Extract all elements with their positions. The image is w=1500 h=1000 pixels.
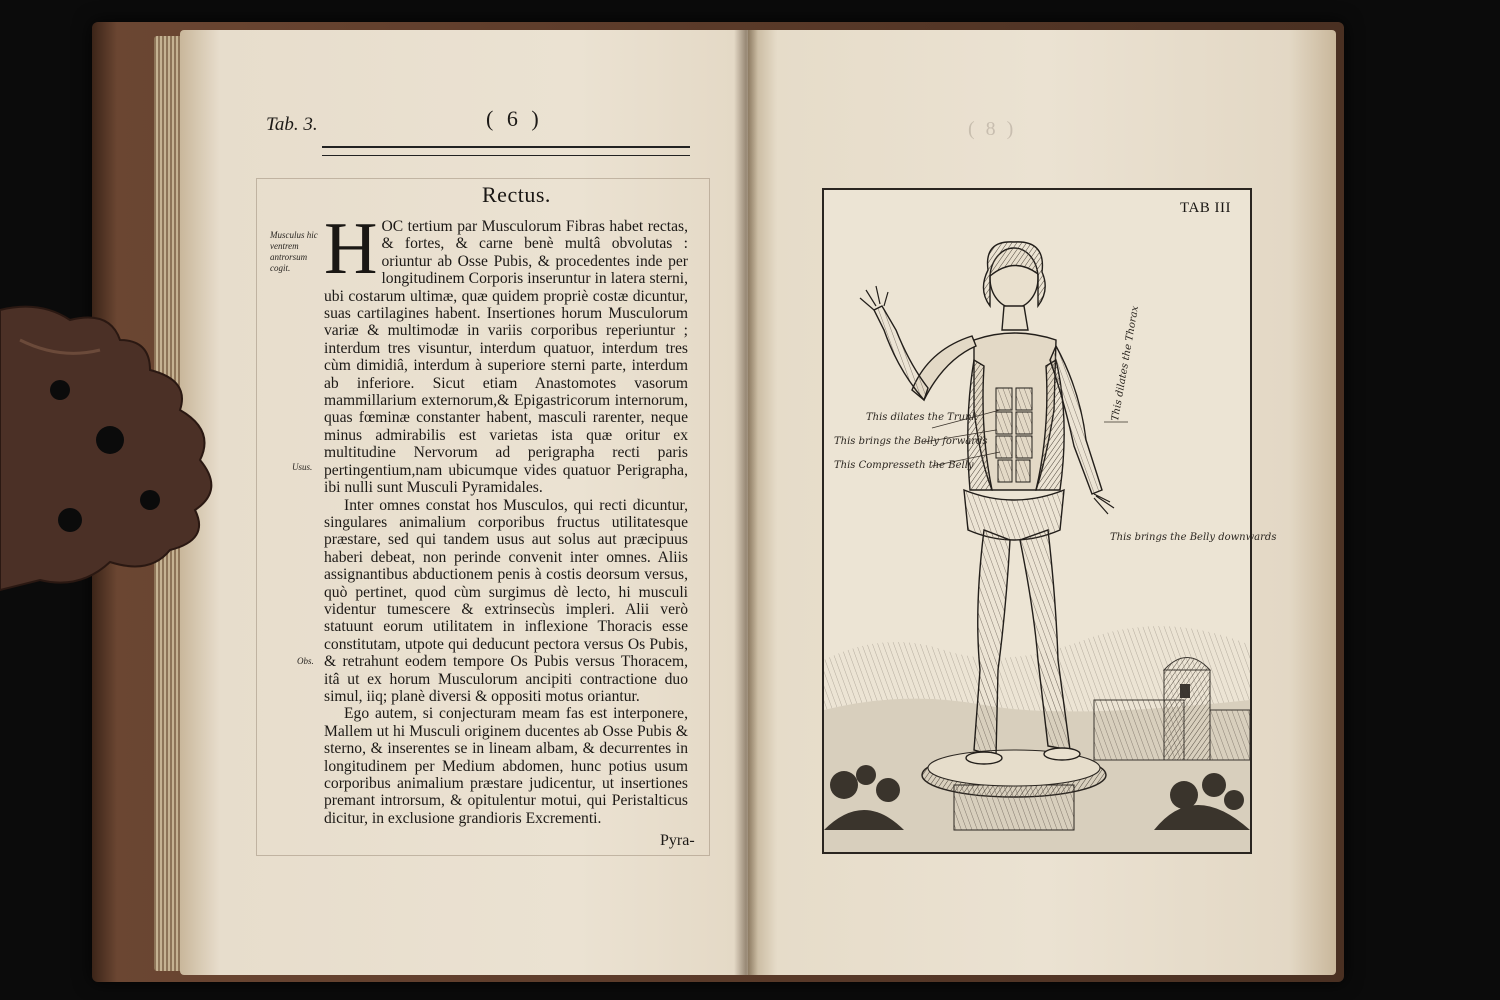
anatomical-plate (822, 188, 1252, 854)
ghost-folio: ( 8 ) (968, 118, 1017, 140)
annotation-belly-downwards: This brings the Belly downwards (1110, 532, 1277, 543)
paragraph-1-text: OC tertium par Musculorum Fibras habet rectas, & fortes, & carne benè multâ obvolutas : oriuntur ab Osse Pubis, & procedentes inde per longitudinem Corporis inseruntur in latera sterni, ubi costarum ultimæ, quæ quidem propriè costæ dicuntur, suas cartilagines habent. Insertiones horum Musculorum variæ & multimodæ in variis corporibus reperiuntur ; interdum tres visuntur, interdum quatuor, interdum tres cùm dimidiâ, interdum à superiore sterni parte, interdum ab inferiore. Sicut etiam Anastomotes vasorum mammillarium externorum,& Epigastricorum internorum, quas fœminæ constanter habent, masculi rarenter, neque minus admirabilis est varietas ista quæ oritur ex multitudine Nervorum ad perigrapha recti paris pertingentium,nam ubicumque vides quatuor Perigrapha, ibi nulli sunt Musculi Pyramidales. (324, 218, 688, 497)
tab-label: Tab. 3. (266, 114, 318, 135)
annotation-compresseth-belly: This Compresseth the Belly (834, 460, 974, 471)
plate-label: TAB III (1180, 200, 1232, 216)
margin-note-musculus: Musculus hic ventrem antrorsum cogit. (270, 230, 318, 273)
body-text (324, 208, 688, 827)
catchword: Pyra- (660, 832, 695, 849)
paragraph-3: Ego autem, si conjecturam meam fas est interponere, Mallem ut hi Musculi originem ducentes ab Osse Pubis & sterno, & inserentes se in lineam albam, & decurrentes in longitudinem per Medium abdomen, hunc potius usum corporibus animalium præstare judicentur, ut insertiones premant introrsum, & opitulentur motui, qui Peristalticus dicitur, in exclusione grandioris Excrementi. (324, 705, 688, 827)
annotation-belly-forwards: This brings the Belly forwards (834, 436, 988, 447)
annotation-dilates-trunk: This dilates the Trunk (866, 412, 978, 423)
paragraph-2: Inter omnes constat hos Musculos, qui recti dicuntur, singulares animalium corporibus fructus utilitatesque præstare, sed qui tandem usus aut solus aut præcipuus haberi debeat, non perinde convenit inter omnes. Aliis assignantibus abductionem penis à costis deorsum versus, quò pertinet, quod cùm surgimus dè lecto, hi musculi videntur tumescere & extrinsecùs impleri. Alii verò statuunt eorum utilitatem in inflexione Thoracis esse constitutam, utpote qui deducunt pectora versus Os Pubis, & retrahunt eodem tempore Os Pubis versus Thoracem, itâ ut ex horum Musculorum ancipiti contractione duo simul, iiq; planè diversi & oppositi motus oriantur. (324, 496, 688, 705)
paragraph-1 (324, 208, 688, 497)
margin-note-usus: Usus. (292, 462, 313, 472)
header-rule-bottom (322, 155, 690, 156)
book-gutter (734, 30, 758, 975)
page-number: ( 6 ) (486, 106, 543, 131)
plate-engraving (824, 190, 1250, 852)
drop-cap: H (324, 208, 378, 290)
annotation-dilates-thorax: This dilates the Thorax (1110, 305, 1142, 422)
margin-note-obs: Obs. (297, 656, 314, 666)
section-heading: Rectus. (482, 182, 551, 207)
header-rule-top (322, 146, 690, 148)
metal-bookmark (0, 300, 230, 600)
